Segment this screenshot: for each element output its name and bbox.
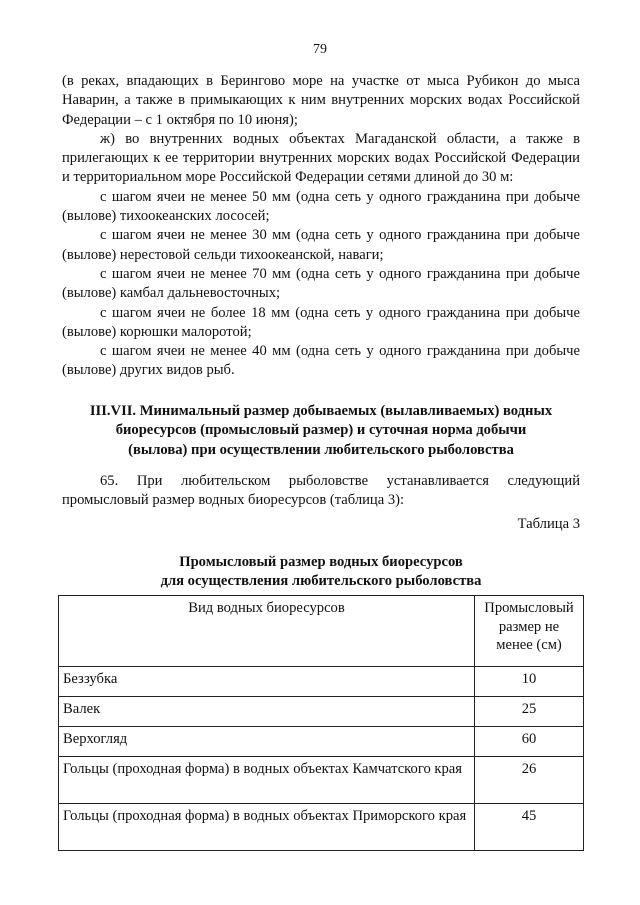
species-cell: Гольцы (проходная форма) в водных объектах Приморского края: [59, 804, 475, 851]
section-heading-line: (вылова) при осуществлении любительского рыболовства: [128, 441, 514, 458]
table-title-line: Промысловый размер водных биоресурсов: [179, 554, 463, 570]
paragraph-mesh-50: с шагом ячеи не менее 50 мм (одна сеть у одного гражданина при добыче (вылове) тихоокеанских лососей;: [62, 188, 580, 225]
size-cell: 25: [475, 697, 584, 727]
section-heading-line: биоресурсов (промысловый размер) и суточная норма добычи: [115, 422, 527, 439]
size-cell: 45: [475, 804, 584, 851]
species-cell: Гольцы (проходная форма) в водных объектах Камчатского края: [59, 757, 475, 804]
paragraph-mesh-70: с шагом ячеи не менее 70 мм (одна сеть у одного гражданина при добыче (вылове) камбал дальневосточных;: [62, 265, 580, 302]
table-title-line: для осуществления любительского рыболовства: [160, 573, 482, 589]
table-title: [60, 553, 582, 591]
table-row: [59, 757, 584, 804]
paragraph-mesh-40: с шагом ячеи не менее 40 мм (одна сеть у одного гражданина при добыче (вылове) других видов рыб.: [62, 343, 580, 379]
species-cell: Беззубка: [59, 667, 475, 697]
paragraph-mesh-18: с шагом ячеи не более 18 мм (одна сеть у одного гражданина при добыче (вылове) корюшки малоротой;: [62, 304, 580, 340]
body-text: [62, 72, 580, 381]
paragraph-65-line: 65. При любительском рыболовстве устанавливается следующий: [100, 473, 580, 489]
paragraph-item-zh: ж) во внутренних водных объектах Магаданской области, а также в прилегающих к ее территории внутренних морских водах Российской Федерации и территориальном море Российской Федерации сетями длиной до 30 м:: [62, 130, 580, 186]
header-species: Вид водных биоресурсов: [59, 596, 475, 667]
table-header-row: [59, 596, 584, 667]
header-min-size: Промысловый размер не менее (см): [475, 596, 584, 667]
section-heading-line: III.VII. Минимальный размер добываемых (вылавливаемых) водных: [89, 403, 553, 419]
size-cell: 60: [475, 727, 584, 757]
size-cell: 10: [475, 667, 584, 697]
paragraph-65: [62, 472, 580, 511]
table-label: Таблица 3: [517, 516, 580, 532]
section-heading: [62, 402, 580, 460]
page-number: 79: [313, 42, 327, 57]
table-row: [59, 697, 584, 727]
species-cell: Валек: [59, 697, 475, 727]
table-row: [59, 667, 584, 697]
table-row: [59, 804, 584, 851]
fish-size-table: [58, 595, 584, 851]
table-row: [59, 727, 584, 757]
paragraph-mesh-30: с шагом ячеи не менее 30 мм (одна сеть у одного гражданина при добыче (вылове) нерестовой сельди тихоокеанской, наваги;: [62, 227, 580, 263]
paragraph-continuation: (в реках, впадающих в Берингово море на участке от мыса Рубикон до мыса Наварин, а также в примыкающих к ним внутренних морских водах Российской Федерации – с 1 октября по 10 июня);: [62, 73, 580, 128]
paragraph-65-line: промысловый размер водных биоресурсов (таблица 3):: [62, 492, 405, 509]
size-cell: 26: [475, 757, 584, 804]
species-cell: Верхогляд: [59, 727, 475, 757]
